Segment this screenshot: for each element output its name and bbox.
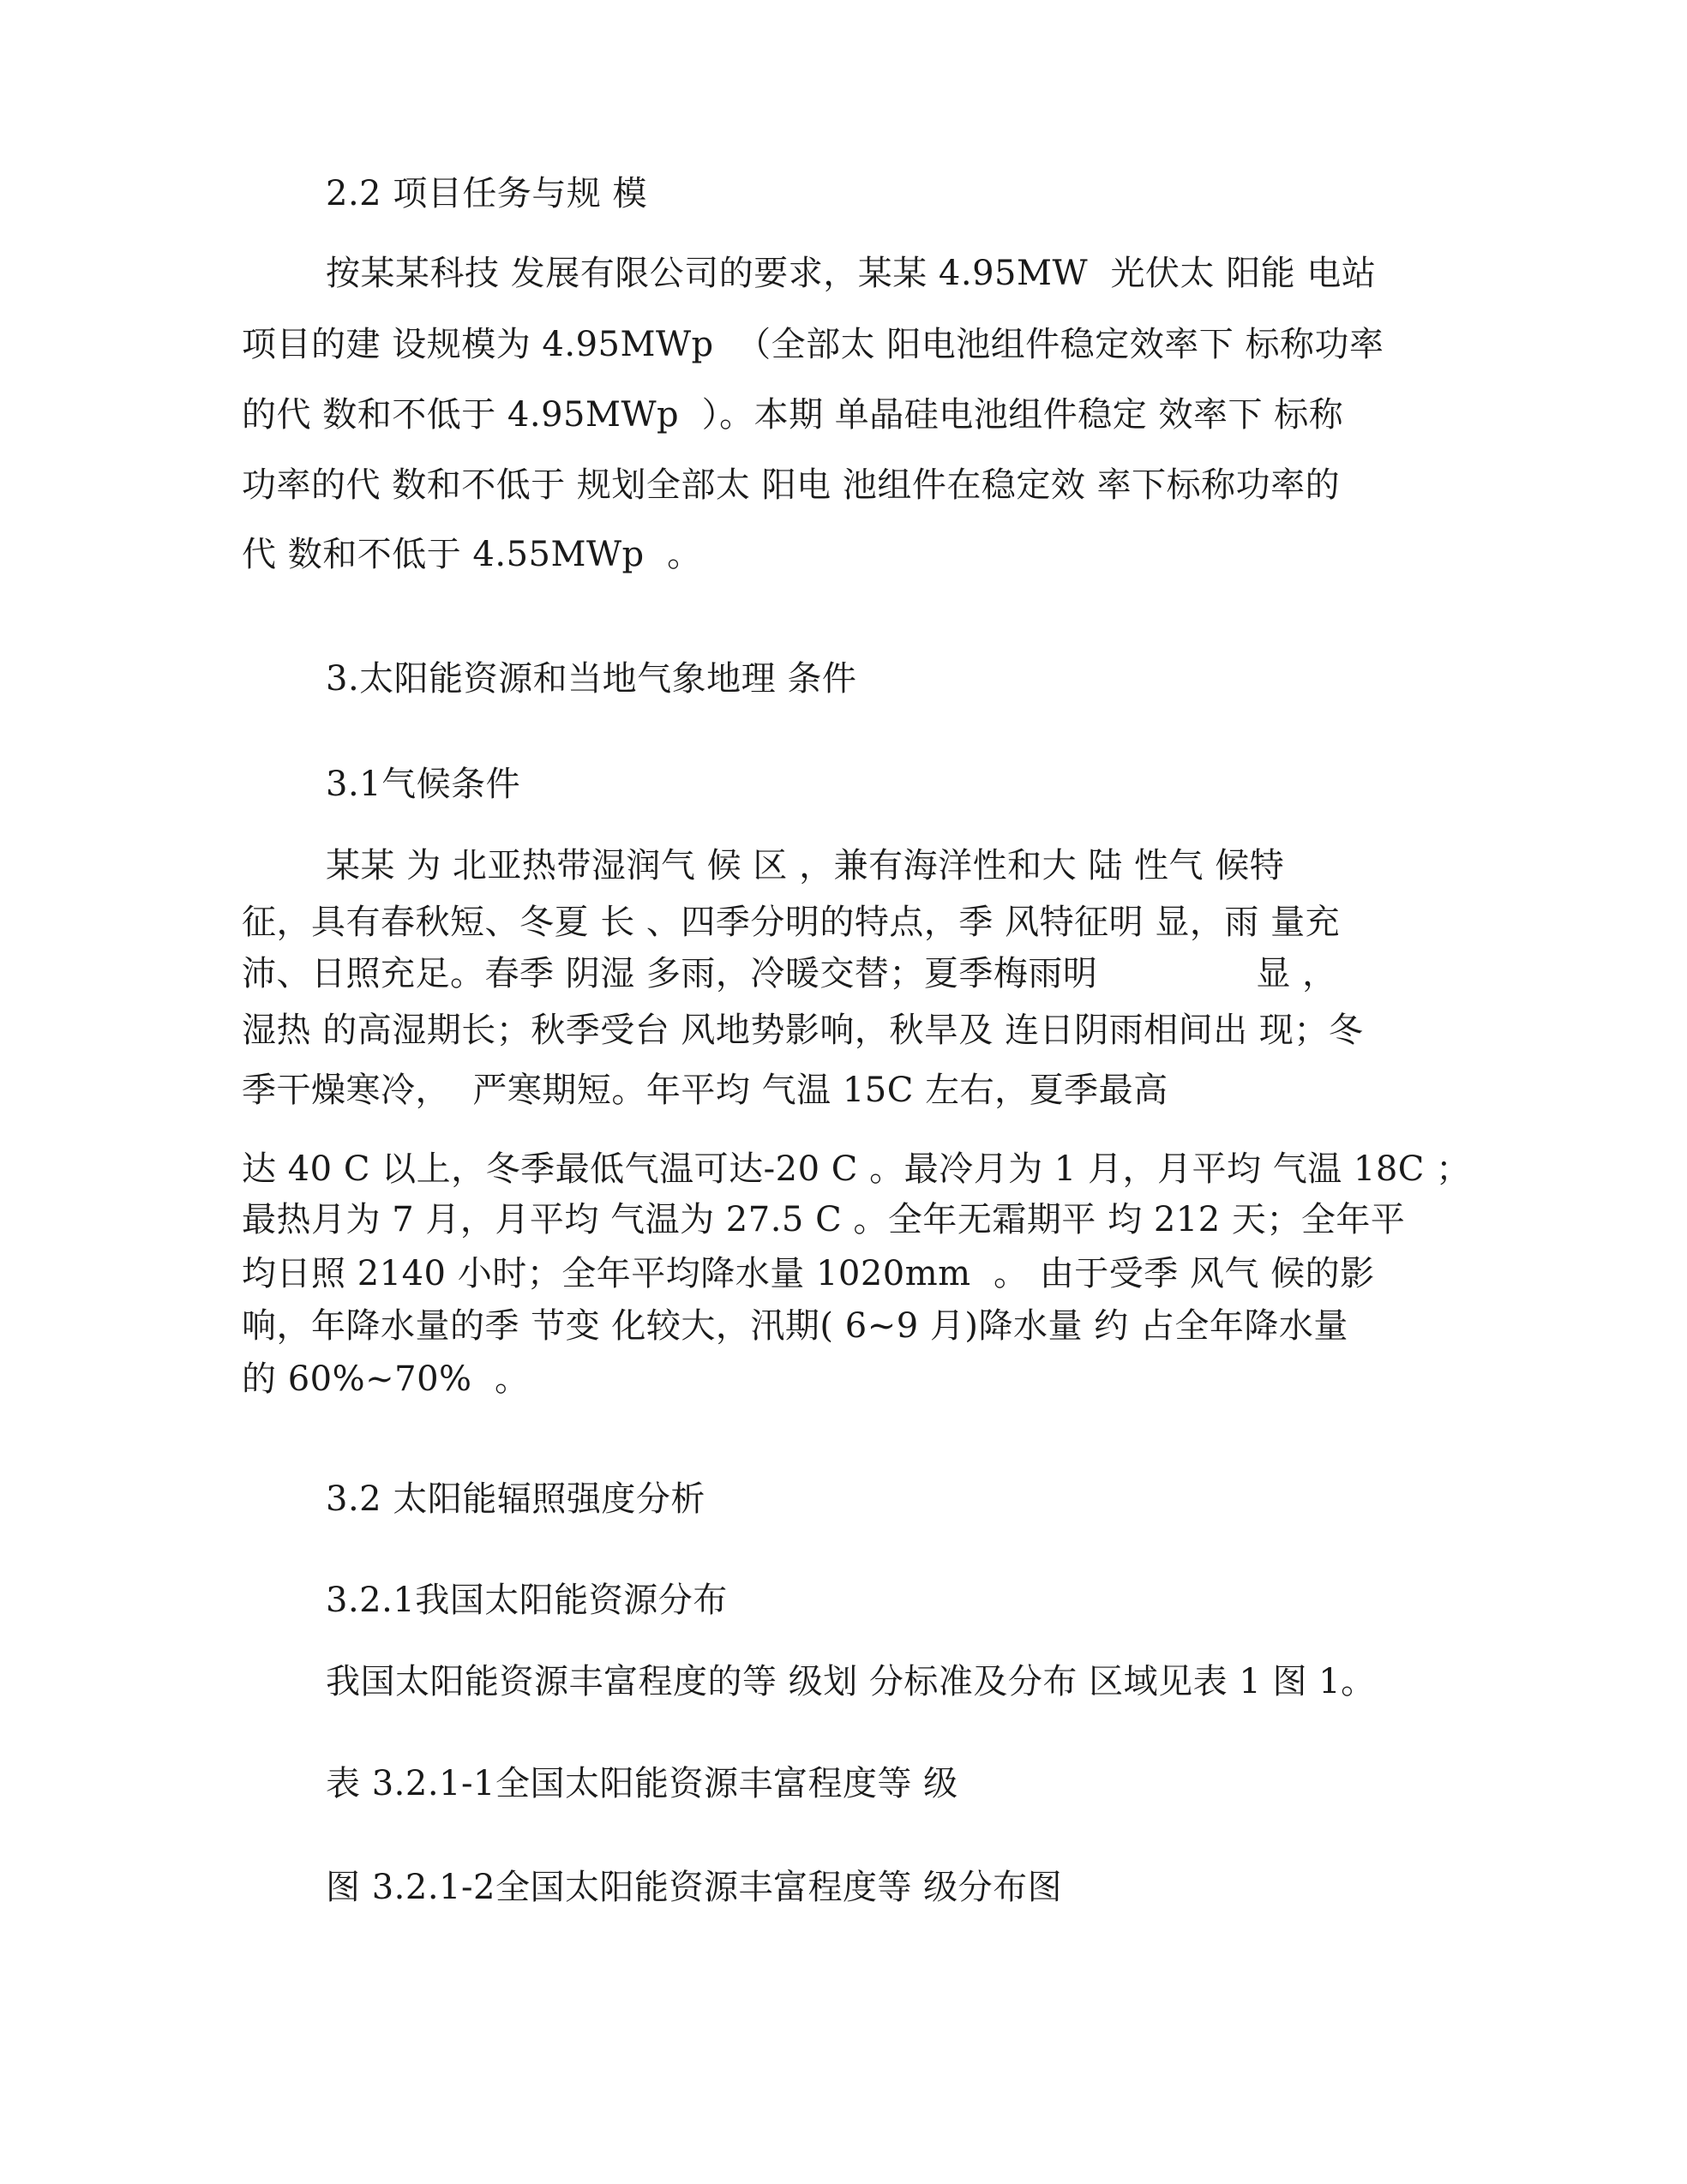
paragraph-line: 季干燥寒冷， 严寒期短。年平均 气温 15C 左右，夏季最高	[242, 1071, 1168, 1110]
paragraph-line: 某某 为 北亚热带湿润气 候 区 ，兼有海洋性和大 陆 性气 候特	[326, 846, 1285, 885]
figure-caption: 图 3.2.1-2全国太阳能资源丰富程度等 级分布图	[326, 1868, 1063, 1907]
section-heading-3-2-1: 3.2.1我国太阳能资源分布	[326, 1581, 728, 1620]
paragraph-line: 最热月为 7 月，月平均 气温为 27.5 C 。全年无霜期平 均 212 天；全年平	[242, 1200, 1406, 1239]
table-caption: 表 3.2.1-1全国太阳能资源丰富程度等 级	[326, 1764, 958, 1803]
paragraph-line: 湿热 的高湿期长；秋季受台 风地势影响，秋旱及 连日阴雨相间出 现；冬	[242, 1011, 1364, 1050]
paragraph-line: 响，年降水量的季 节变 化较大，汛期( 6~9 月)降水量 约 占全年降水量	[242, 1306, 1348, 1346]
section-heading-3-1: 3.1气候条件	[326, 765, 521, 804]
section-heading-2-2: 2.2 项目任务与规 模	[326, 174, 648, 213]
section-heading-3: 3.太阳能资源和当地气象地理 条件	[326, 659, 857, 699]
paragraph-line: 达 40 C 以上，冬季最低气温可达-20 C 。最冷月为 1 月，月平均 气温 18C ；	[242, 1149, 1471, 1189]
paragraph-line: 代 数和不低于 4.55MWp 。	[242, 535, 702, 574]
paragraph-line: 的代 数和不低于 4.95MWp ）。本期 单晶硅电池组件稳定 效率下 标称	[242, 395, 1344, 435]
paragraph-line: 征，具有春秋短、冬夏 长 、四季分明的特点，季 风特征明 显，雨 量充	[242, 903, 1341, 942]
paragraph-line: 的 60%~70% 。	[242, 1359, 530, 1399]
paragraph-line: 我国太阳能资源丰富程度的等 级划 分标准及分布 区域见表 1 图 1。	[326, 1662, 1376, 1701]
paragraph-line: 功率的代 数和不低于 规划全部太 阳电 池组件在稳定效 率下标称功率的	[242, 465, 1341, 505]
section-heading-3-2: 3.2 太阳能辐照强度分析	[326, 1479, 705, 1519]
paragraph-line: 沛、日照充足。春季 阴湿 多雨，冷暖交替；夏季梅雨明 显 ，	[242, 954, 1337, 993]
paragraph-line: 均日照 2140 小时；全年平均降水量 1020mm 。 由于受季 风气 候的影	[242, 1254, 1375, 1293]
paragraph-line: 按某某科技 发展有限公司的要求，某某 4.95MW 光伏太 阳能 电站	[326, 254, 1377, 293]
paragraph-line: 项目的建 设规模为 4.95MWp （全部太 阳电池组件稳定效率下 标称功率	[242, 325, 1384, 364]
